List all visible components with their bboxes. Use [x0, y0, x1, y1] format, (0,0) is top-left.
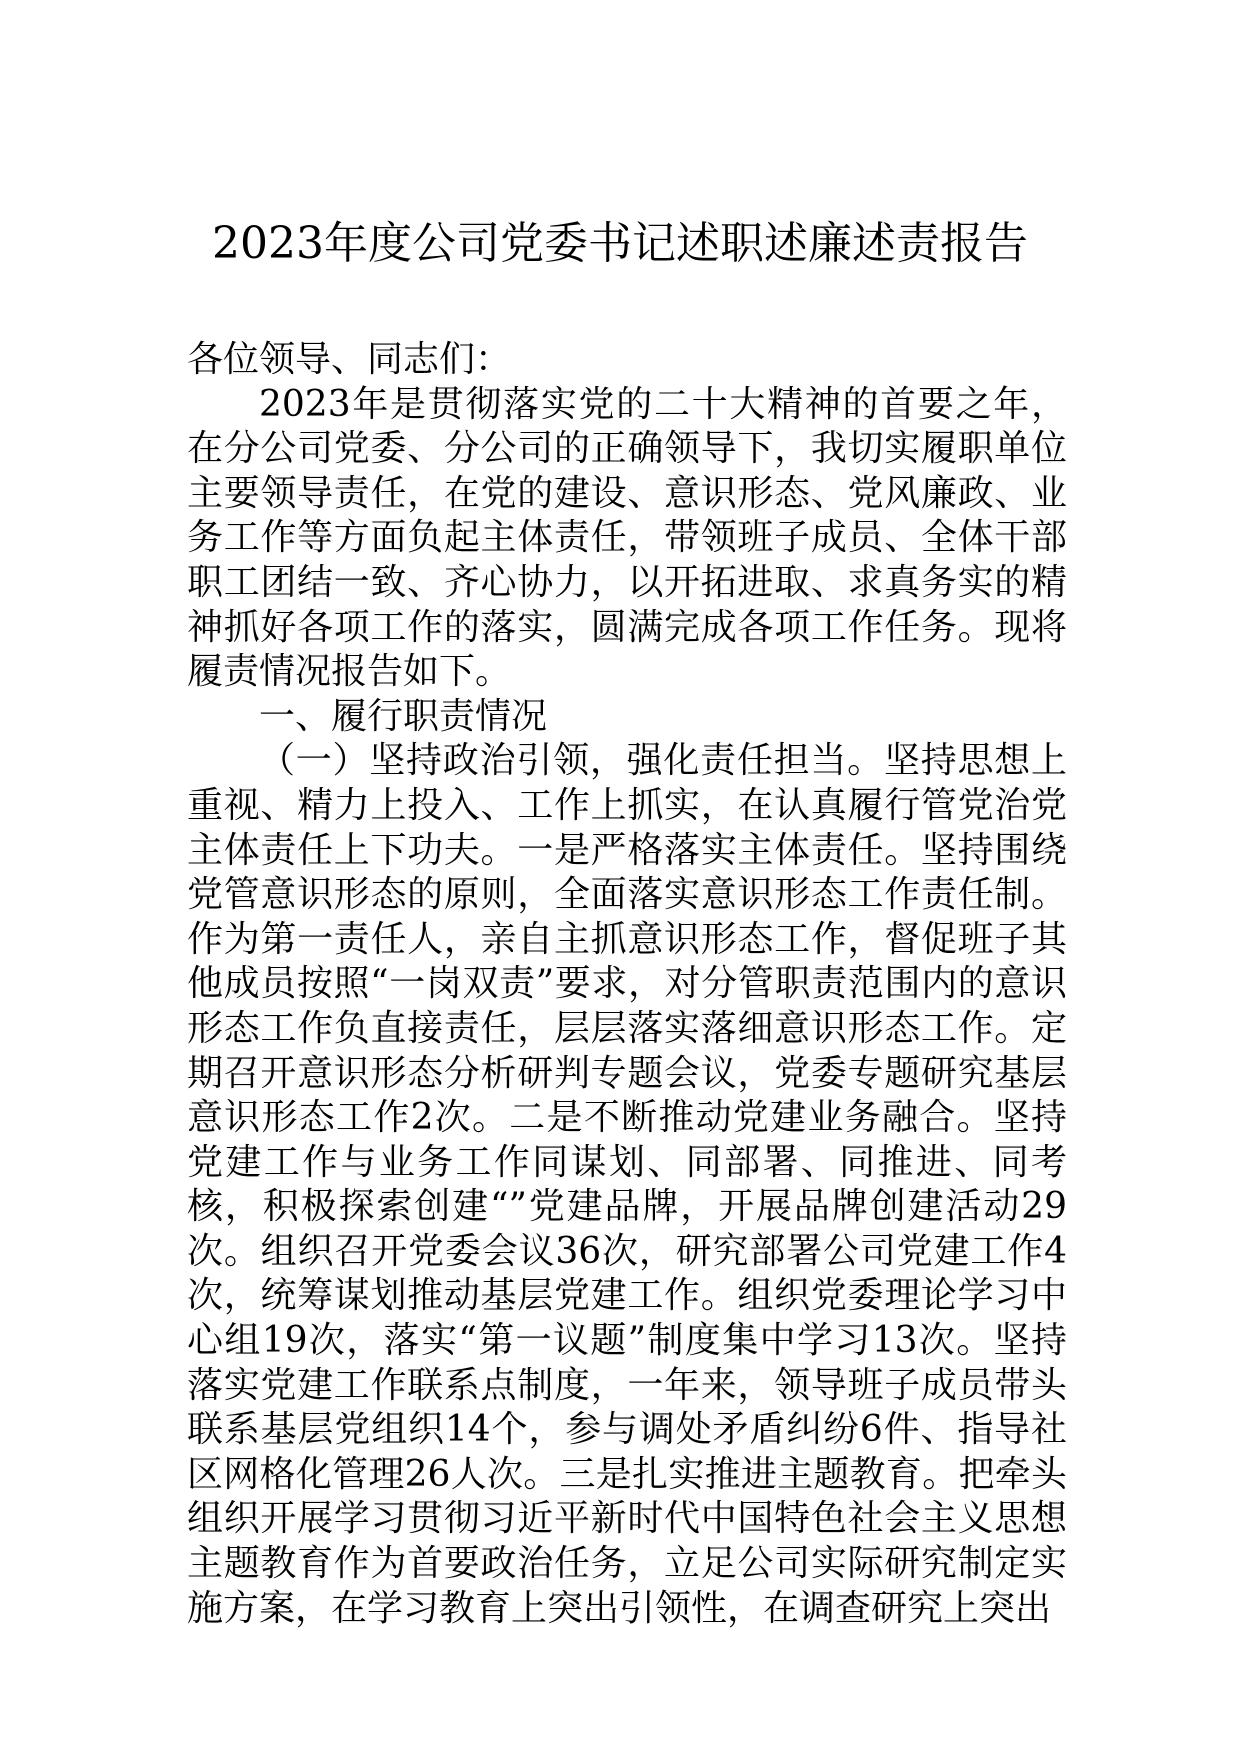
salutation: 各位领导、同志们： — [187, 339, 512, 380]
document-body — [187, 338, 1067, 1631]
intro-paragraph: 2023年是贯彻落实党的二十大精神的首要之年，在分公司党委、分公司的正确领导下，我切实履职单位主要领导责任，在党的建设、意识形态、党风廉政、业务工作等方面负起主体责任，带领班子成员、全体干部职工团结一致、齐心协力，以开拓进取、求真务实的精神抓好各项工作的落实，圆满完成各项工作任务。现将履责情况报告如下。 — [187, 383, 1067, 693]
section-paragraph: （一）坚持政治引领，强化责任担当。坚持思想上重视、精力上投入、工作上抓实，在认真履行管党治党主体责任上下功夫。一是严格落实主体责任。坚持围绕党管意识形态的原则，全面落实意识形态工作责任制。作为第一责任人，亲自主抓意识形态工作，督促班子其他成员按照“一岗双责”要求，对分管职责范围内的意识形态工作负直接责任，层层落实落细意识形态工作。定期召开意识形态分析研判专题会议，党委专题研究基层意识形态工作2次。二是不断推动党建业务融合。坚持党建工作与业务工作同谋划、同部署、同推进、同考核，积极探索创建“”党建品牌，开展品牌创建活动29次。组织召开党委会议36次，研究部署公司党建工作4次，统筹谋划推动基层党建工作。组织党委理论学习中心组19次，落实“第一议题”制度集中学习13次。坚持落实党建工作联系点制度，一年来，领导班子成员带头联系基层党组织14个，参与调处矛盾纠纷6件、指导社区网格化管理26人次。三是扎实推进主题教育。把牵头组织开展学习贯彻习近平新时代中国特色社会主义思想主题教育作为首要政治任务，立足公司实际研究制定实施方案，在学习教育上突出引领性，在调查研究上突出 — [187, 740, 1067, 1629]
document-title: 2023年度公司党委书记述职述廉述责报告 — [212, 218, 1028, 269]
section-heading: 一、履行职责情况 — [259, 695, 548, 737]
